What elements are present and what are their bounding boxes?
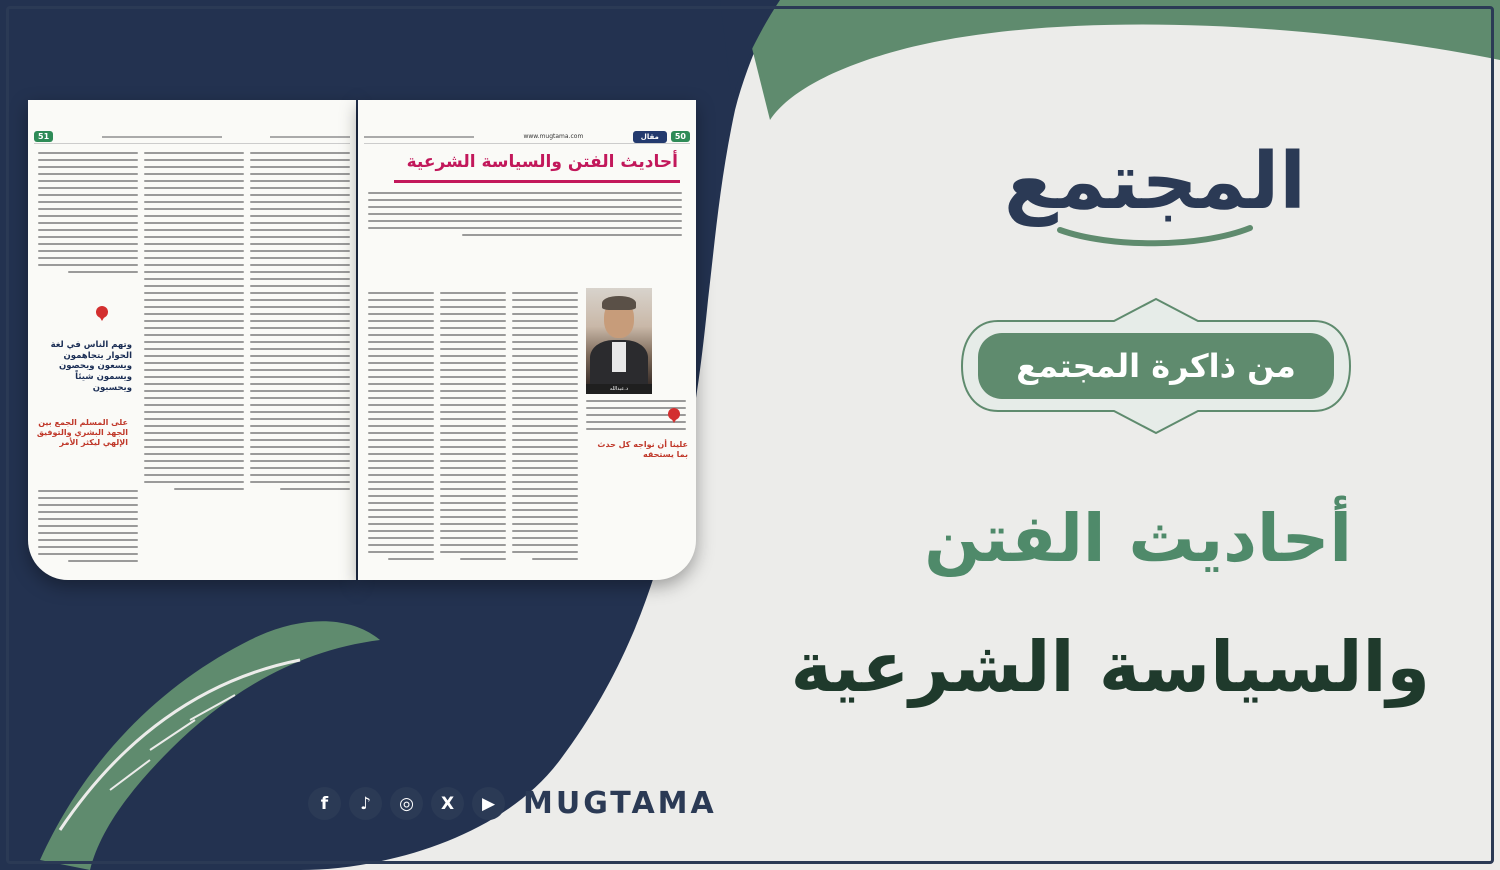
author-caption: د.عبدالله [586,384,652,394]
logo-text: المجتمع [1004,137,1306,227]
pull-quote-1: وتهم الناس في لغة الحوار يتجاهمون ويسعون ويحصون ويسمون شيئاً ويحسبون [50,340,132,393]
left-page-text [38,152,138,278]
facebook-icon[interactable]: f [308,787,341,820]
headline-line-2: والسياسة الشرعية [790,626,1430,708]
pull-quote-2: على المسلم الجمع بين الجهد البشري والتوفيق الإلهي ليكثر الأمر [36,418,128,447]
quote-bubble-icon [96,306,108,318]
section-badge-label: من ذاكرة المجتمع [1016,347,1296,385]
author-photo [586,288,652,384]
title-rule [394,180,680,183]
youtube-icon[interactable]: ▶ [472,787,505,820]
headline-line-1: أحاديث الفتن [924,500,1352,577]
site-url: www.mugtama.com [523,133,584,140]
tiktok-icon[interactable]: ♪ [349,787,382,820]
left-page-number: 51 [34,131,53,142]
right-page-header [364,130,690,144]
article-col-3 [512,292,578,565]
article-col-2 [440,292,506,565]
article-intro [368,192,682,241]
left-page-text-col2 [144,152,244,495]
newspaper-spread [28,100,696,580]
instagram-icon[interactable]: ◎ [390,787,423,820]
left-page-text-col1b [38,490,138,567]
social-handle: MUGTAMA [523,786,717,821]
right-page-number: 50 [671,131,690,142]
article-title: أحاديث الفتن والسياسة الشرعية [406,152,678,172]
section-tag: مقال [633,131,667,143]
quote-bubble-icon [668,408,680,420]
newspaper-left-page [28,100,356,580]
pull-quote-right: علينا أن نواجه كل حدث بما يستحقه [597,440,688,459]
mugtama-logo [1004,88,1306,253]
social-bar [308,786,717,821]
left-page-text-col3 [250,152,350,495]
left-page-header [34,130,350,144]
article-col-1 [368,292,434,565]
newspaper-right-page [358,100,696,580]
x-icon[interactable]: X [431,787,464,820]
